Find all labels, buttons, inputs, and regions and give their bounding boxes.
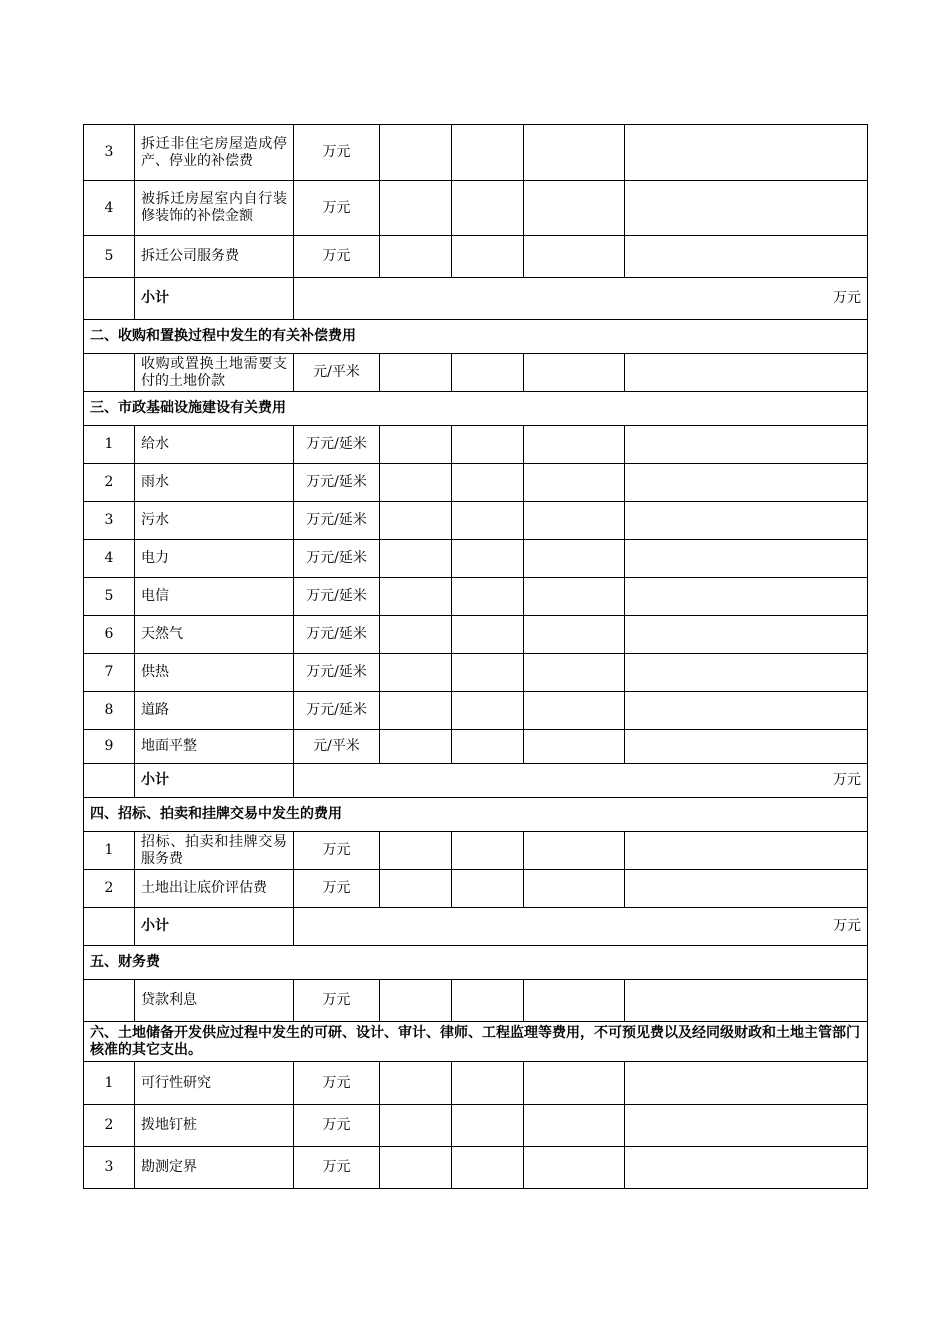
row-number: 9 xyxy=(84,730,135,764)
empty-cell xyxy=(84,908,135,946)
value-cell[interactable] xyxy=(524,578,625,616)
value-cell[interactable] xyxy=(625,354,868,392)
value-cell[interactable] xyxy=(524,181,625,236)
row-number: 3 xyxy=(84,125,135,181)
value-cell[interactable] xyxy=(380,578,452,616)
item-unit: 万元 xyxy=(294,832,380,870)
item-unit: 万元/延米 xyxy=(294,502,380,540)
value-cell[interactable] xyxy=(625,236,868,278)
value-cell[interactable] xyxy=(380,540,452,578)
value-cell[interactable] xyxy=(524,236,625,278)
value-cell[interactable] xyxy=(452,181,524,236)
table-row xyxy=(84,730,868,764)
item-unit: 万元/延米 xyxy=(294,578,380,616)
value-cell[interactable] xyxy=(625,1147,868,1189)
subtotal-unit[interactable]: 万元 xyxy=(294,908,868,946)
item-name: 拨地钉桩 xyxy=(135,1105,294,1147)
value-cell[interactable] xyxy=(452,578,524,616)
value-cell[interactable] xyxy=(625,1105,868,1147)
item-unit: 元/平米 xyxy=(294,730,380,764)
value-cell[interactable] xyxy=(625,870,868,908)
value-cell[interactable] xyxy=(380,730,452,764)
section-title: 四、招标、拍卖和挂牌交易中发生的费用 xyxy=(84,798,868,832)
row-number: 4 xyxy=(84,181,135,236)
value-cell[interactable] xyxy=(625,1062,868,1105)
table-row xyxy=(84,692,868,730)
value-cell[interactable] xyxy=(452,125,524,181)
table-row xyxy=(84,578,868,616)
value-cell[interactable] xyxy=(380,654,452,692)
value-cell[interactable] xyxy=(452,426,524,464)
value-cell[interactable] xyxy=(625,464,868,502)
value-cell[interactable] xyxy=(452,616,524,654)
value-cell[interactable] xyxy=(524,1062,625,1105)
table-row xyxy=(84,1062,868,1105)
item-name: 土地出让底价评估费 xyxy=(135,870,294,908)
item-unit: 万元 xyxy=(294,1062,380,1105)
item-unit: 万元/延米 xyxy=(294,464,380,502)
item-unit: 元/平米 xyxy=(294,354,380,392)
value-cell[interactable] xyxy=(524,692,625,730)
subtotal-row xyxy=(84,908,868,946)
subtotal-unit[interactable]: 万元 xyxy=(294,764,868,798)
item-name: 收购或置换土地需要支付的土地价款 xyxy=(135,354,294,392)
section-title: 五、财务费 xyxy=(84,946,868,980)
item-unit: 万元/延米 xyxy=(294,692,380,730)
item-name: 给水 xyxy=(135,426,294,464)
value-cell[interactable] xyxy=(380,502,452,540)
value-cell[interactable] xyxy=(625,980,868,1022)
subtotal-label: 小计 xyxy=(135,764,294,798)
item-name: 可行性研究 xyxy=(135,1062,294,1105)
value-cell[interactable] xyxy=(380,354,452,392)
value-cell[interactable] xyxy=(524,832,625,870)
row-number: 2 xyxy=(84,464,135,502)
value-cell[interactable] xyxy=(380,692,452,730)
value-cell[interactable] xyxy=(524,125,625,181)
table-row xyxy=(84,181,868,236)
value-cell[interactable] xyxy=(452,464,524,502)
value-cell[interactable] xyxy=(625,654,868,692)
value-cell[interactable] xyxy=(380,980,452,1022)
item-unit: 万元/延米 xyxy=(294,540,380,578)
value-cell[interactable] xyxy=(452,1062,524,1105)
item-unit: 万元 xyxy=(294,236,380,278)
row-number: 6 xyxy=(84,616,135,654)
item-unit: 万元/延米 xyxy=(294,654,380,692)
table-row xyxy=(84,464,868,502)
section-header xyxy=(84,946,868,980)
value-cell[interactable] xyxy=(452,832,524,870)
value-cell[interactable] xyxy=(524,870,625,908)
item-name: 电信 xyxy=(135,578,294,616)
value-cell[interactable] xyxy=(452,870,524,908)
value-cell[interactable] xyxy=(380,832,452,870)
value-cell[interactable] xyxy=(524,730,625,764)
subtotal-row xyxy=(84,764,868,798)
item-unit: 万元/延米 xyxy=(294,616,380,654)
item-unit: 万元 xyxy=(294,1105,380,1147)
empty-cell xyxy=(84,764,135,798)
row-number: 1 xyxy=(84,1062,135,1105)
table-row xyxy=(84,832,868,870)
value-cell[interactable] xyxy=(524,616,625,654)
item-unit: 万元 xyxy=(294,125,380,181)
table-row xyxy=(84,654,868,692)
section-header xyxy=(84,798,868,832)
row-number: 3 xyxy=(84,1147,135,1189)
section-header xyxy=(84,320,868,354)
value-cell[interactable] xyxy=(524,354,625,392)
table-row xyxy=(84,980,868,1022)
item-name: 道路 xyxy=(135,692,294,730)
value-cell[interactable] xyxy=(524,654,625,692)
item-name: 被拆迁房屋室内自行装修装饰的补偿金额 xyxy=(135,181,294,236)
item-unit: 万元 xyxy=(294,870,380,908)
value-cell[interactable] xyxy=(452,1147,524,1189)
item-name: 地面平整 xyxy=(135,730,294,764)
value-cell[interactable] xyxy=(625,540,868,578)
value-cell[interactable] xyxy=(524,426,625,464)
section-header xyxy=(84,1022,868,1062)
value-cell[interactable] xyxy=(625,832,868,870)
section-title: 二、收购和置换过程中发生的有关补偿费用 xyxy=(84,320,868,354)
table-row xyxy=(84,502,868,540)
value-cell[interactable] xyxy=(452,654,524,692)
table-row xyxy=(84,540,868,578)
table-row xyxy=(84,616,868,654)
item-name: 供热 xyxy=(135,654,294,692)
cost-table xyxy=(83,124,868,1189)
row-number: 5 xyxy=(84,578,135,616)
value-cell[interactable] xyxy=(625,426,868,464)
item-name: 勘测定界 xyxy=(135,1147,294,1189)
value-cell[interactable] xyxy=(524,1105,625,1147)
table-row xyxy=(84,1105,868,1147)
value-cell[interactable] xyxy=(380,125,452,181)
table-row xyxy=(84,870,868,908)
item-name: 电力 xyxy=(135,540,294,578)
item-name: 贷款利息 xyxy=(135,980,294,1022)
row-number: 2 xyxy=(84,1105,135,1147)
subtotal-label: 小计 xyxy=(135,908,294,946)
subtotal-unit[interactable]: 万元 xyxy=(294,278,868,320)
row-number: 5 xyxy=(84,236,135,278)
value-cell[interactable] xyxy=(625,502,868,540)
section-title: 六、土地储备开发供应过程中发生的可研、设计、审计、律师、工程监理等费用，不可预见费以及经同级财政和土地主管部门核准的其它支出。 xyxy=(84,1022,868,1062)
empty-cell xyxy=(84,354,135,392)
value-cell[interactable] xyxy=(380,1105,452,1147)
value-cell[interactable] xyxy=(452,502,524,540)
section-header xyxy=(84,392,868,426)
value-cell[interactable] xyxy=(625,578,868,616)
value-cell[interactable] xyxy=(380,464,452,502)
value-cell[interactable] xyxy=(452,692,524,730)
table-row xyxy=(84,354,868,392)
value-cell[interactable] xyxy=(524,464,625,502)
value-cell[interactable] xyxy=(452,730,524,764)
empty-cell xyxy=(84,980,135,1022)
value-cell[interactable] xyxy=(452,540,524,578)
value-cell[interactable] xyxy=(380,236,452,278)
value-cell[interactable] xyxy=(524,502,625,540)
empty-cell xyxy=(84,278,135,320)
value-cell[interactable] xyxy=(625,181,868,236)
item-name: 拆迁公司服务费 xyxy=(135,236,294,278)
row-number: 1 xyxy=(84,426,135,464)
value-cell[interactable] xyxy=(452,354,524,392)
value-cell[interactable] xyxy=(380,426,452,464)
item-name: 天然气 xyxy=(135,616,294,654)
subtotal-row xyxy=(84,278,868,320)
item-unit: 万元 xyxy=(294,181,380,236)
item-name: 雨水 xyxy=(135,464,294,502)
value-cell[interactable] xyxy=(452,980,524,1022)
table-row xyxy=(84,125,868,181)
value-cell[interactable] xyxy=(625,616,868,654)
value-cell[interactable] xyxy=(625,125,868,181)
row-number: 4 xyxy=(84,540,135,578)
row-number: 2 xyxy=(84,870,135,908)
value-cell[interactable] xyxy=(625,730,868,764)
value-cell[interactable] xyxy=(380,1147,452,1189)
value-cell[interactable] xyxy=(380,616,452,654)
subtotal-label: 小计 xyxy=(135,278,294,320)
table-row xyxy=(84,1147,868,1189)
item-name: 招标、拍卖和挂牌交易服务费 xyxy=(135,832,294,870)
item-name: 污水 xyxy=(135,502,294,540)
value-cell[interactable] xyxy=(380,870,452,908)
item-unit: 万元/延米 xyxy=(294,426,380,464)
row-number: 3 xyxy=(84,502,135,540)
value-cell[interactable] xyxy=(625,692,868,730)
value-cell[interactable] xyxy=(452,236,524,278)
table-row xyxy=(84,236,868,278)
value-cell[interactable] xyxy=(524,540,625,578)
row-number: 7 xyxy=(84,654,135,692)
value-cell[interactable] xyxy=(524,980,625,1022)
section-title: 三、市政基础设施建设有关费用 xyxy=(84,392,868,426)
item-name: 拆迁非住宅房屋造成停产、停业的补偿费 xyxy=(135,125,294,181)
value-cell[interactable] xyxy=(452,1105,524,1147)
value-cell[interactable] xyxy=(380,181,452,236)
value-cell[interactable] xyxy=(380,1062,452,1105)
item-unit: 万元 xyxy=(294,1147,380,1189)
row-number: 8 xyxy=(84,692,135,730)
value-cell[interactable] xyxy=(524,1147,625,1189)
item-unit: 万元 xyxy=(294,980,380,1022)
table-row xyxy=(84,426,868,464)
row-number: 1 xyxy=(84,832,135,870)
